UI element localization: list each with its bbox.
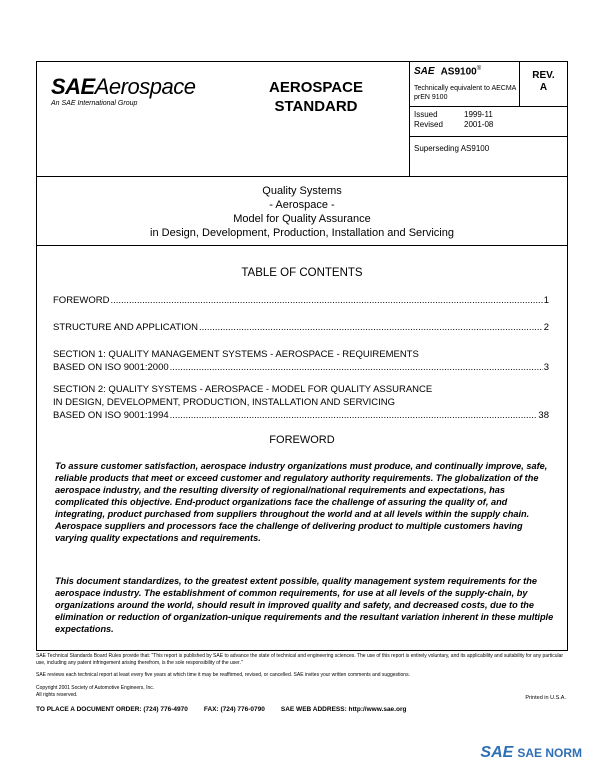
issued-value: 1999-11 [464,110,493,119]
registered-mark: ® [476,66,482,72]
dates [414,110,518,130]
document-frame [36,61,568,651]
toc-entry-title: BASED ON ISO 9001:1994 [53,410,169,421]
toc-entry[interactable] [53,383,549,422]
header [37,62,567,177]
superseding: Superseding AS9100 [414,144,490,153]
toc-entry-title: STRUCTURE AND APPLICATION [53,322,198,333]
title-line: Quality Systems [262,185,342,197]
logo-aerospace: Aerospace [94,74,196,99]
revised-label: Revised [414,120,443,129]
footer-logo-mark: SAE [480,744,514,761]
toc-entry-line: IN DESIGN, DEVELOPMENT, PRODUCTION, INSTALLATION AND SERVICING [53,397,396,408]
issued-label: Issued [414,110,438,119]
standard-title-line: STANDARD [274,98,358,115]
doc-number [414,66,481,77]
rev-label: REV. [532,70,555,81]
sae-norm-logo [480,744,582,762]
toc-entry-title: BASED ON ISO 9001:2000 [53,362,169,373]
printed-in: Printed in U.S.A. [525,695,566,701]
title-line: - Aerospace - [269,199,335,211]
logo-sae: SAE [51,74,95,99]
divider [409,106,567,107]
toc-entry-line: SECTION 2: QUALITY SYSTEMS - AEROSPACE - MODEL FOR QUALITY ASSURANCE [53,384,433,395]
revised-value: 2001-08 [464,120,494,129]
toc-title: TABLE OF CONTENTS [241,267,363,279]
toc-entry[interactable] [53,321,549,334]
notice-rules: SAE Technical Standards Board Rules provide that: "This report is published by SAE to advance the state of technical and engineering sciences. The use of this report is entirely voluntary, and its applicability and suitability for any particular use, including any patent infringement arising therefrom, is the sole responsibility of the user." [36,653,564,666]
leader-dots [170,409,538,422]
toc-entry[interactable] [53,348,549,374]
divider [409,136,567,137]
document-info [409,62,520,176]
foreword-title: FOREWORD [269,434,335,446]
toc-entry-line: SECTION 1: QUALITY MANAGEMENT SYSTEMS - AEROSPACE - REQUIREMENTS [53,349,419,360]
toc-page: 3 [543,362,549,373]
web-address[interactable]: SAE WEB ADDRESS: http://www.sae.org [280,706,407,713]
logo-cell [37,62,223,176]
rev-value: A [539,82,548,93]
notice-review: SAE reviews each technical report at least every five years at which time it may be reaffirmed, revised, or cancelled. SAE invites your written comments and suggestions. [36,672,410,678]
standard-title-line: AEROSPACE [269,79,363,96]
document-title [37,176,567,246]
toc-entry-title: FOREWORD [53,295,110,306]
standard-title [223,78,409,116]
doc-number-text: AS9100 [440,66,477,78]
leader-dots [110,294,542,307]
leader-dots [170,361,543,374]
revision-cell [519,62,567,106]
foreword-paragraph: To assure customer satisfaction, aerospace industry organizations must produce, and continually improve, safe, reliable products that meet or exceed customer and regulatory authority requirements. The globalization of the aerospace industry, and the resulting diversity of regional/national requirements and expectations, has complicated this objective. End-product organizations face the challenge of assuring the quality of, and integrating, product purchased from suppliers throughout the world and at all levels within the supply chain. Aerospace suppliers and processors face the challenge of delivering product to multiple customers having varying quality expectations and requirements. [55,461,548,543]
sae-aerospace-logo [51,74,195,100]
title-line: Model for Quality Assurance [233,213,371,225]
doc-logo: SAE [414,66,435,78]
equivalence-note: Technically equivalent to AECMA prEN 9100 [414,85,516,101]
leader-dots [199,321,543,334]
fax-number: FAX: (724) 776-0790 [203,706,265,713]
rights: All rights reserved. [36,692,78,698]
toc-page: 2 [543,322,549,333]
title-line: in Design, Development, Production, Installation and Servicing [150,227,454,239]
order-phone: TO PLACE A DOCUMENT ORDER: (724) 776-4970 [36,706,188,713]
toc-entry[interactable] [53,294,549,307]
toc-page: 1 [543,295,549,306]
logo-subtitle: An SAE International Group [51,100,138,107]
foreword-paragraph: This document standardizes, to the greatest extent possible, quality management system requirements for the aerospace industry. The establishment of common requirements, for use at all levels of the supply-chain, by organizations around the world, should result in improved quality and safety, and decreased costs, due to the elimination or reduction of organization-unique requirements and the resultant variation inherent in these multiple expectations. [55,576,554,634]
toc-page: 38 [538,410,549,421]
copyright: Copyright 2001 Society of Automotive Engineers, Inc. [36,685,155,691]
contact-line [36,706,566,713]
footer-logo-text: SAE NORM [517,746,582,760]
